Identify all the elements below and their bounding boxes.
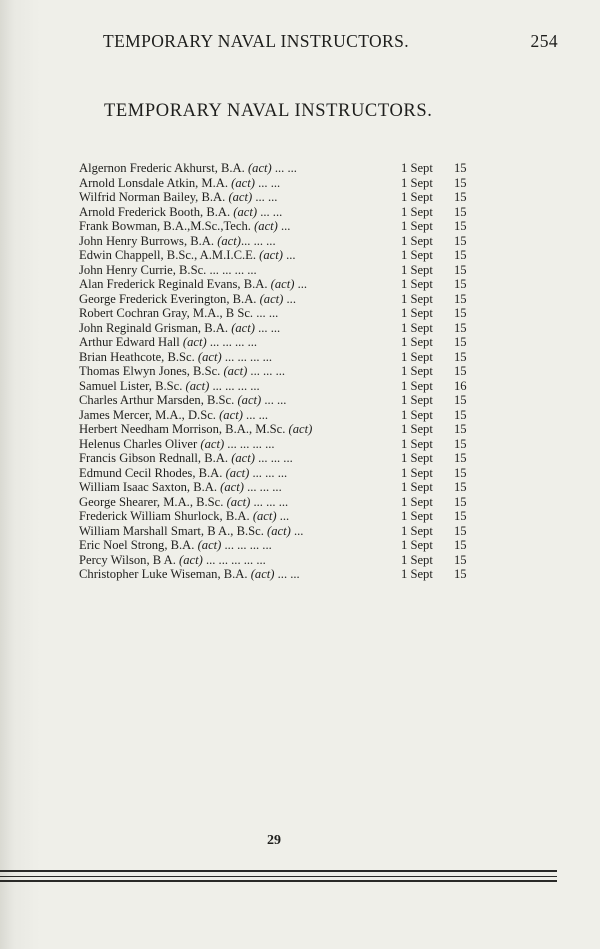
- dot-leader: ... ...: [254, 175, 281, 190]
- list-item: [79, 480, 479, 495]
- instructor-name: [79, 509, 289, 524]
- dot-leader: ... ... ... ...: [206, 335, 258, 349]
- list-item: [79, 437, 479, 452]
- appointment-year: 15: [454, 219, 467, 233]
- appointment-date: 1 Sept: [401, 451, 433, 465]
- instructor-name: [79, 495, 288, 510]
- appointment-year: 15: [454, 190, 467, 204]
- appointment-date: 1 Sept: [401, 552, 433, 567]
- dot-leader: ...: [276, 509, 290, 523]
- instructor-name-text: Arnold Frederick Booth, B.A.: [79, 204, 231, 219]
- dot-leader: ...: [283, 291, 296, 306]
- instructor-name-text: Christopher Luke Wiseman, B.A.: [79, 567, 248, 581]
- instructor-name-text: Algernon Frederic Akhurst, B.A.: [79, 161, 245, 175]
- instructor-name-text: William Marshall Smart, B A., B.Sc.: [79, 523, 264, 538]
- instructor-name: [79, 176, 280, 191]
- instructor-name-text: Eric Noel Strong, B.A.: [79, 538, 195, 552]
- instructor-name-text: Alan Frederick Reginald Evans, B.A.: [79, 277, 268, 291]
- dot-leader: ...: [290, 523, 304, 538]
- acting-marker: (act): [231, 175, 255, 190]
- instructor-name: [79, 422, 312, 437]
- list-item: [79, 205, 479, 220]
- dot-leader: ... ... ... ...: [206, 262, 257, 277]
- instructor-name-text: John Henry Currie, B.Sc.: [79, 262, 207, 277]
- instructor-name: [79, 567, 300, 582]
- dot-leader: ... ...: [274, 567, 300, 581]
- instructor-name: [79, 350, 272, 365]
- dot-leader: ...: [282, 248, 296, 262]
- instructor-name: [79, 234, 276, 249]
- dot-leader: ...: [294, 277, 308, 291]
- instructor-name-text: Arthur Edward Hall: [79, 335, 180, 349]
- instructor-name: [79, 219, 290, 234]
- instructor-name-text: Frederick William Shurlock, B.A.: [79, 509, 250, 523]
- instructor-name-text: Herbert Needham Morrison, B.A., M.Sc.: [79, 422, 286, 436]
- instructor-name-text: Francis Gibson Rednall, B.A.: [79, 451, 229, 465]
- list-item: [79, 306, 479, 321]
- acting-marker: (act): [217, 233, 241, 248]
- list-item: [79, 321, 479, 336]
- list-item: [79, 393, 479, 408]
- appointment-year: 15: [454, 291, 467, 306]
- instructor-name: [79, 379, 260, 394]
- appointment-year: 15: [454, 567, 467, 581]
- bottom-rule-middle: [0, 876, 557, 877]
- acting-marker: (act): [250, 567, 275, 581]
- instructor-name: [79, 437, 275, 452]
- instructor-name: [79, 321, 280, 336]
- appointment-year: 15: [454, 552, 467, 567]
- dot-leader: ... ... ... ...: [221, 538, 272, 552]
- appointment-year: 15: [454, 175, 467, 190]
- list-item: [79, 248, 479, 263]
- appointment-year: 15: [454, 509, 467, 523]
- acting-marker: (act): [182, 335, 207, 349]
- acting-marker: (act): [220, 480, 244, 494]
- acting-marker: (act): [200, 436, 225, 451]
- acting-marker: (act): [226, 494, 251, 509]
- acting-marker: (act): [197, 349, 222, 364]
- instructor-name-text: James Mercer, M.A., D.Sc.: [79, 407, 216, 422]
- instructor-name-text: John Reginald Grisman, B.A.: [79, 320, 229, 335]
- instructor-name: [79, 553, 266, 568]
- list-item: [79, 538, 479, 553]
- acting-marker: (act): [223, 364, 248, 378]
- instructor-name: [79, 524, 303, 539]
- instructor-name-text: Edmund Cecil Rhodes, B.A.: [79, 465, 223, 480]
- instructor-name-text: Brian Heathcote, B.Sc.: [79, 349, 195, 364]
- list-item: [79, 408, 479, 423]
- appointment-year: 15: [454, 161, 467, 175]
- section-title: TEMPORARY NAVAL INSTRUCTORS.: [104, 101, 433, 121]
- list-item: [79, 335, 479, 350]
- list-item: [79, 451, 479, 466]
- appointment-year: 15: [454, 204, 467, 219]
- appointment-year: 15: [454, 407, 467, 422]
- instructor-name: [79, 248, 296, 263]
- appointment-date: 1 Sept: [401, 523, 433, 538]
- appointment-year: 15: [454, 364, 467, 378]
- instructor-name: [79, 292, 296, 307]
- instructor-name-text: Edwin Chappell, B.Sc., A.M.I.C.E.: [79, 248, 257, 262]
- folio-number: 29: [267, 833, 281, 848]
- list-item: [79, 379, 479, 394]
- acting-marker: (act): [270, 277, 295, 291]
- appointment-year: 15: [454, 262, 467, 277]
- list-item: [79, 292, 479, 307]
- instructor-name: [79, 408, 268, 423]
- dot-leader: ... ... ... ...: [209, 378, 260, 393]
- instructor-name: [79, 205, 282, 220]
- acting-marker: (act): [231, 320, 255, 335]
- appointment-date: 1 Sept: [401, 219, 433, 233]
- appointment-date: 1 Sept: [401, 494, 433, 509]
- acting-marker: (act): [288, 422, 313, 436]
- appointment-year: 16: [454, 378, 467, 393]
- appointment-date: 1 Sept: [401, 262, 433, 277]
- appointment-date: 1 Sept: [401, 291, 433, 306]
- appointment-date: 1 Sept: [401, 306, 433, 320]
- instructor-name-text: William Isaac Saxton, B.A.: [79, 480, 217, 494]
- instructor-name: [79, 263, 257, 278]
- dot-leader: ... ... ... ... ...: [202, 552, 266, 567]
- instructor-name-text: Robert Cochran Gray, M.A., B Sc.: [79, 306, 254, 320]
- instructor-name: [79, 480, 282, 495]
- instructor-name-text: Charles Arthur Marsden, B.Sc.: [79, 393, 235, 407]
- dot-leader: ... ...: [271, 161, 297, 175]
- bottom-rule-bottom: [0, 880, 557, 882]
- instructor-name: [79, 451, 293, 466]
- appointment-date: 1 Sept: [401, 509, 433, 523]
- list-item: [79, 161, 479, 176]
- appointment-year: 15: [454, 306, 467, 320]
- dot-leader: ... ... ...: [249, 465, 288, 480]
- acting-marker: (act): [237, 393, 262, 407]
- acting-marker: (act): [225, 465, 250, 480]
- dot-leader: ... ... ... ...: [221, 349, 273, 364]
- list-item: [79, 176, 479, 191]
- instructor-name-text: Helenus Charles Oliver: [79, 436, 198, 451]
- list-item: [79, 553, 479, 568]
- appointment-date: 1 Sept: [401, 393, 433, 407]
- acting-marker: (act): [247, 161, 272, 175]
- dot-leader: ... ... ...: [243, 480, 282, 494]
- appointment-date: 1 Sept: [401, 248, 433, 262]
- acting-marker: (act): [254, 219, 278, 233]
- list-item: [79, 524, 479, 539]
- appointment-year: 15: [454, 480, 467, 494]
- appointment-year: 15: [454, 451, 467, 465]
- appointment-date: 1 Sept: [401, 378, 433, 393]
- appointment-date: 1 Sept: [401, 161, 433, 175]
- instructor-name: [79, 538, 272, 553]
- acting-marker: (act): [197, 538, 222, 552]
- appointment-year: 15: [454, 335, 467, 349]
- acting-marker: (act): [179, 552, 203, 567]
- list-item: [79, 277, 479, 292]
- running-head-title: TEMPORARY NAVAL INSTRUCTORS.: [103, 31, 410, 51]
- dot-leader: ... ... ...: [254, 451, 293, 465]
- appointment-year: 15: [454, 248, 467, 262]
- acting-marker: (act): [233, 204, 258, 219]
- instructor-name: [79, 364, 285, 379]
- acting-marker: (act): [259, 291, 284, 306]
- list-item: [79, 495, 479, 510]
- acting-marker: (act): [185, 378, 210, 393]
- acting-marker: (act): [228, 190, 253, 204]
- appointment-date: 1 Sept: [401, 190, 433, 204]
- appointment-year: 15: [454, 349, 467, 364]
- dot-leader: ... ...: [261, 393, 287, 407]
- list-item: [79, 234, 479, 249]
- appointment-date: 1 Sept: [401, 422, 433, 436]
- instructor-list: [79, 161, 479, 582]
- dot-leader: ... ...: [252, 190, 278, 204]
- acting-marker: (act): [219, 407, 243, 422]
- instructor-name-text: Arnold Lonsdale Atkin, M.A.: [79, 175, 229, 190]
- instructor-name: [79, 190, 277, 205]
- instructor-name-text: Percy Wilson, B A.: [79, 552, 176, 567]
- list-item: [79, 263, 479, 278]
- dot-leader: ... ...: [257, 204, 283, 219]
- instructor-name-text: Frank Bowman, B.A.,M.Sc.,Tech.: [79, 219, 251, 233]
- instructor-name: [79, 335, 257, 350]
- appointment-year: 15: [454, 277, 467, 291]
- instructor-name: [79, 277, 307, 292]
- acting-marker: (act): [259, 248, 283, 262]
- appointment-date: 1 Sept: [401, 465, 433, 480]
- appointment-date: 1 Sept: [401, 538, 433, 552]
- instructor-name: [79, 466, 287, 481]
- appointment-date: 1 Sept: [401, 480, 433, 494]
- list-item: [79, 219, 479, 234]
- list-item: [79, 190, 479, 205]
- appointment-year: 15: [454, 538, 467, 552]
- acting-marker: (act): [267, 523, 291, 538]
- appointment-year: 15: [454, 465, 467, 480]
- appointment-date: 1 Sept: [401, 567, 433, 581]
- appointment-date: 1 Sept: [401, 364, 433, 378]
- appointment-year: 15: [454, 422, 467, 436]
- instructor-name: [79, 393, 286, 408]
- running-head-page-number: 254: [530, 31, 558, 51]
- dot-leader: ... ... ...: [250, 494, 289, 509]
- instructor-name: [79, 306, 278, 321]
- appointment-date: 1 Sept: [401, 436, 433, 451]
- appointment-date: 1 Sept: [401, 349, 433, 364]
- instructor-name-text: Thomas Elwyn Jones, B.Sc.: [79, 364, 221, 378]
- appointment-year: 15: [454, 494, 467, 509]
- acting-marker: (act): [252, 509, 277, 523]
- dot-leader: ... ... ... ...: [224, 436, 275, 451]
- instructor-name: [79, 161, 297, 176]
- appointment-year: 15: [454, 233, 467, 248]
- list-item: [79, 466, 479, 481]
- instructor-name-text: Wilfrid Norman Bailey, B.A.: [79, 190, 226, 204]
- appointment-year: 15: [454, 320, 467, 335]
- list-item: [79, 567, 479, 582]
- instructor-name-text: George Frederick Everington, B.A.: [79, 291, 257, 306]
- dot-leader: ... ...: [242, 407, 269, 422]
- appointment-date: 1 Sept: [401, 204, 433, 219]
- bottom-rule-top: [0, 870, 557, 872]
- instructor-name-text: George Shearer, M.A., B.Sc.: [79, 494, 224, 509]
- appointment-date: 1 Sept: [401, 277, 433, 291]
- dot-leader: ... ...: [253, 306, 279, 320]
- dot-leader: ...: [277, 219, 291, 233]
- list-item: [79, 509, 479, 524]
- list-item: [79, 350, 479, 365]
- appointment-year: 15: [454, 436, 467, 451]
- dot-leader: ... ... ...: [240, 233, 276, 248]
- list-item: [79, 422, 479, 437]
- list-item: [79, 364, 479, 379]
- appointment-year: 15: [454, 523, 467, 538]
- instructor-name-text: Samuel Lister, B.Sc.: [79, 378, 183, 393]
- appointment-date: 1 Sept: [401, 320, 433, 335]
- acting-marker: (act): [231, 451, 255, 465]
- appointment-date: 1 Sept: [401, 175, 433, 190]
- instructor-name-text: John Henry Burrows, B.A.: [79, 233, 215, 248]
- dot-leader: ... ...: [254, 320, 281, 335]
- appointment-date: 1 Sept: [401, 407, 433, 422]
- appointment-date: 1 Sept: [401, 233, 433, 248]
- appointment-year: 15: [454, 393, 467, 407]
- dot-leader: ... ... ...: [247, 364, 286, 378]
- appointment-date: 1 Sept: [401, 335, 433, 349]
